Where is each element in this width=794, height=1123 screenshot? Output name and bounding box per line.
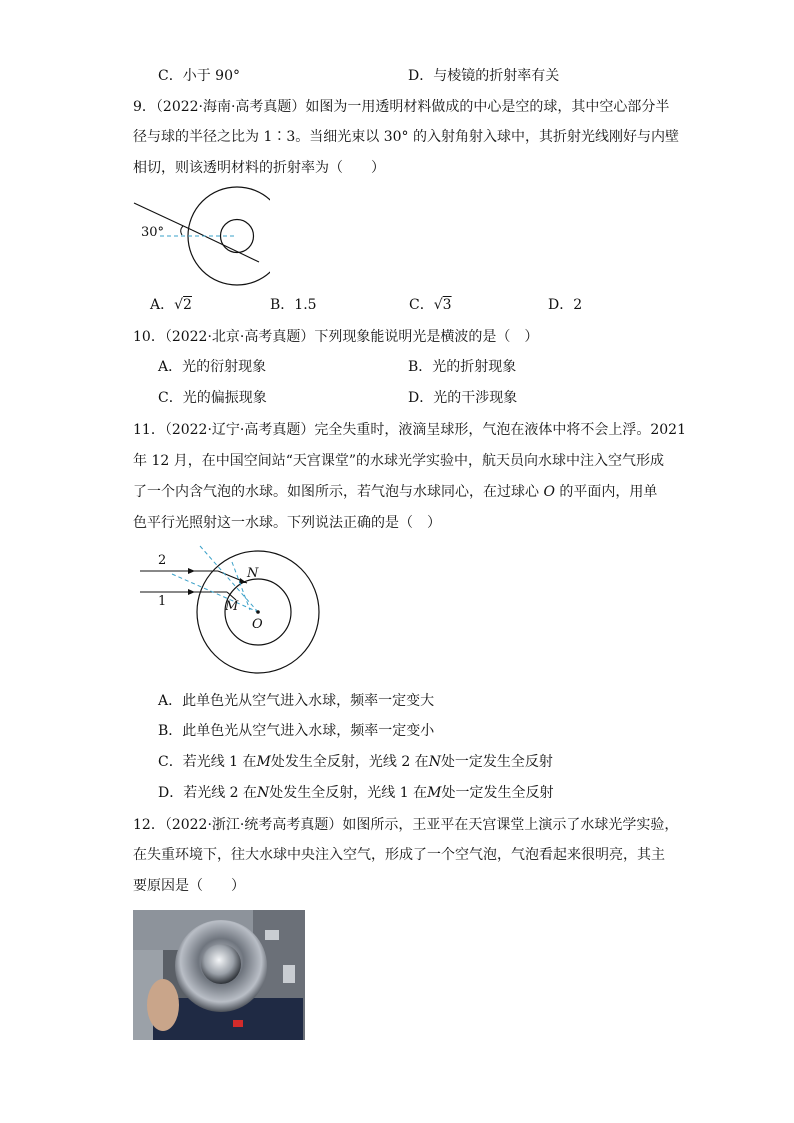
- q9-option-b[interactable]: B．1.5: [270, 297, 317, 313]
- q11-label-ray1: 1: [158, 594, 167, 609]
- q11-ray-1-arrow: [188, 589, 195, 595]
- q11-text-line-2: 年 12 月，在中国空间站“天宫课堂”的水球光学实验中，航天员向水球中注入空气形成: [133, 453, 665, 469]
- q9-option-a-radicand: 2: [183, 297, 192, 313]
- q8-option-c[interactable]: C．小于 90°: [158, 68, 240, 84]
- q9-option-c[interactable]: C．√3: [409, 297, 452, 313]
- q10-option-a[interactable]: A．光的衍射现象: [158, 359, 267, 375]
- q11-line-3-part-2: 的平面内，用单: [559, 484, 658, 500]
- q11-text-line-4: 色平行光照射这一水球。下列说法正确的是（ ）: [133, 515, 441, 531]
- q9-refracted-ray: [192, 230, 259, 262]
- q9-option-c-label: C．: [409, 297, 434, 313]
- q9-outer-circle: [188, 187, 270, 285]
- q11-option-a[interactable]: A．此单色光从空气进入水球，频率一定变大: [158, 693, 435, 709]
- q10-option-c[interactable]: C．光的偏振现象: [158, 390, 267, 406]
- q11-option-d[interactable]: D．若光线 2 在N处发生全反射，光线 1 在M处一定发生全反射: [158, 785, 554, 801]
- q12-text-line-3: 要原因是（ ）: [133, 878, 245, 894]
- q11-label-m: M: [225, 599, 239, 614]
- q11-label-ray2: 2: [158, 553, 167, 568]
- q11-option-b[interactable]: B．此单色光从空气进入水球，频率一定变小: [158, 723, 435, 739]
- q11-normal-1: [172, 574, 258, 612]
- q9-option-a[interactable]: A．√2: [150, 297, 192, 313]
- q12-text-line-1: 12．（2022·浙江·统考高考真题）如图所示，王亚平在天宫课堂上演示了水球光学实验，: [133, 817, 679, 833]
- q12-photo-water-ball: [133, 910, 305, 1040]
- q11-text-line-3: [133, 482, 657, 502]
- q10-option-b[interactable]: B．光的折射现象: [408, 359, 517, 375]
- q11-ray-2-arrow: [188, 568, 195, 574]
- q9-text-line-2: 径与球的半径之比为 1∶3。当细光束以 30° 的入射角射入球中，其折射光线刚好与内壁: [133, 129, 679, 145]
- q11-center-var: O: [543, 484, 555, 500]
- q11-option-c[interactable]: C．若光线 1 在M处发生全反射，光线 2 在N处一定发生全反射: [158, 754, 553, 770]
- q12-text-line-2: 在失重环境下，往大水球中央注入空气，形成了一个空气泡，气泡看起来很明亮，其主: [133, 847, 665, 863]
- q9-angle-label: 30°: [141, 225, 165, 240]
- q11-text-line-1: 11．（2022·辽宁·高考真题）完全失重时，液滴呈球形，气泡在液体中将不会上浮。2021: [133, 422, 686, 438]
- q10-option-d[interactable]: D．光的干涉现象: [408, 390, 518, 406]
- q11-center-dot: [256, 610, 260, 614]
- q11-label-o: O: [252, 617, 263, 632]
- q9-option-a-label: A．: [150, 297, 175, 313]
- q9-angle-arc: [181, 226, 183, 235]
- q9-text-line-3: 相切，则该透明材料的折射率为（ ）: [133, 160, 385, 176]
- q11-figure-water-ball: [132, 544, 324, 678]
- q10-text: 10．（2022·北京·高考真题）下列现象能说明光是横波的是（ ）: [133, 329, 539, 345]
- q9-figure-sphere: [130, 186, 270, 286]
- q11-label-n: N: [247, 566, 259, 581]
- q11-line-3-part-1: 了一个内含气泡的水球。如图所示，若气泡与水球同心，在过球心: [133, 484, 539, 500]
- q8-option-d[interactable]: D．与棱镜的折射率有关: [408, 68, 560, 84]
- q9-option-c-radicand: 3: [442, 297, 452, 313]
- q9-text-line-1: 9．（2022·海南·高考真题）如图为一用透明材料做成的中心是空的球，其中空心部分半: [133, 99, 670, 115]
- q9-option-d[interactable]: D．2: [548, 297, 583, 313]
